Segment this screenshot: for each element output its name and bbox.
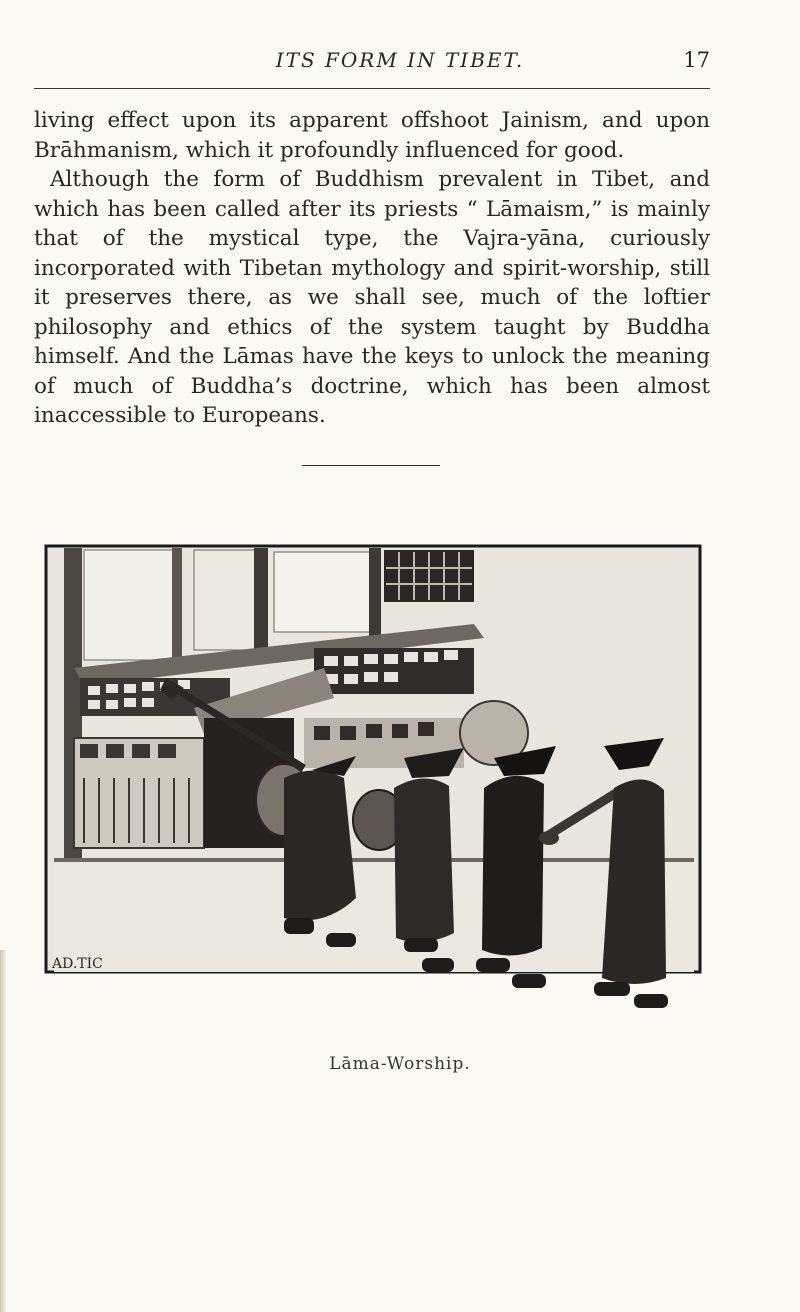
illustration-svg [44,538,704,1028]
figure-caption: Lāma-Worship. [329,1054,471,1074]
paragraph-2: Although the form of Buddhism prevalent in Tibet, and which has been called after its priests “ Lāmaism,” is mainly that of the mystical type, the Vajra-yāna, curiously incorporated with Tibetan mythology and spirit-worship, still it preserves there, as we shall see, much of the loftier philosophy and ethics of the system taught by Buddha himself. And the Lāmas have the keys to unlock the meaning of much of Buddha’s doctrine, which has been almost inaccessible to Europeans. [34,167,710,428]
running-title: ITS FORM IN TIBET. [275,48,525,72]
lama-procession-illustration [44,538,704,1028]
header-rule [34,88,710,89]
illustration-signature: AD.TIC [52,956,103,972]
paragraph-1: living effect upon its apparent offshoot Jainism, and upon Brāhmanism, which it profoundly influenced for good. [34,108,710,163]
page-binding-edge [0,950,6,1312]
page-number: 17 [683,48,710,72]
body-text [34,106,710,431]
section-divider [302,465,440,466]
running-head [0,48,800,74]
